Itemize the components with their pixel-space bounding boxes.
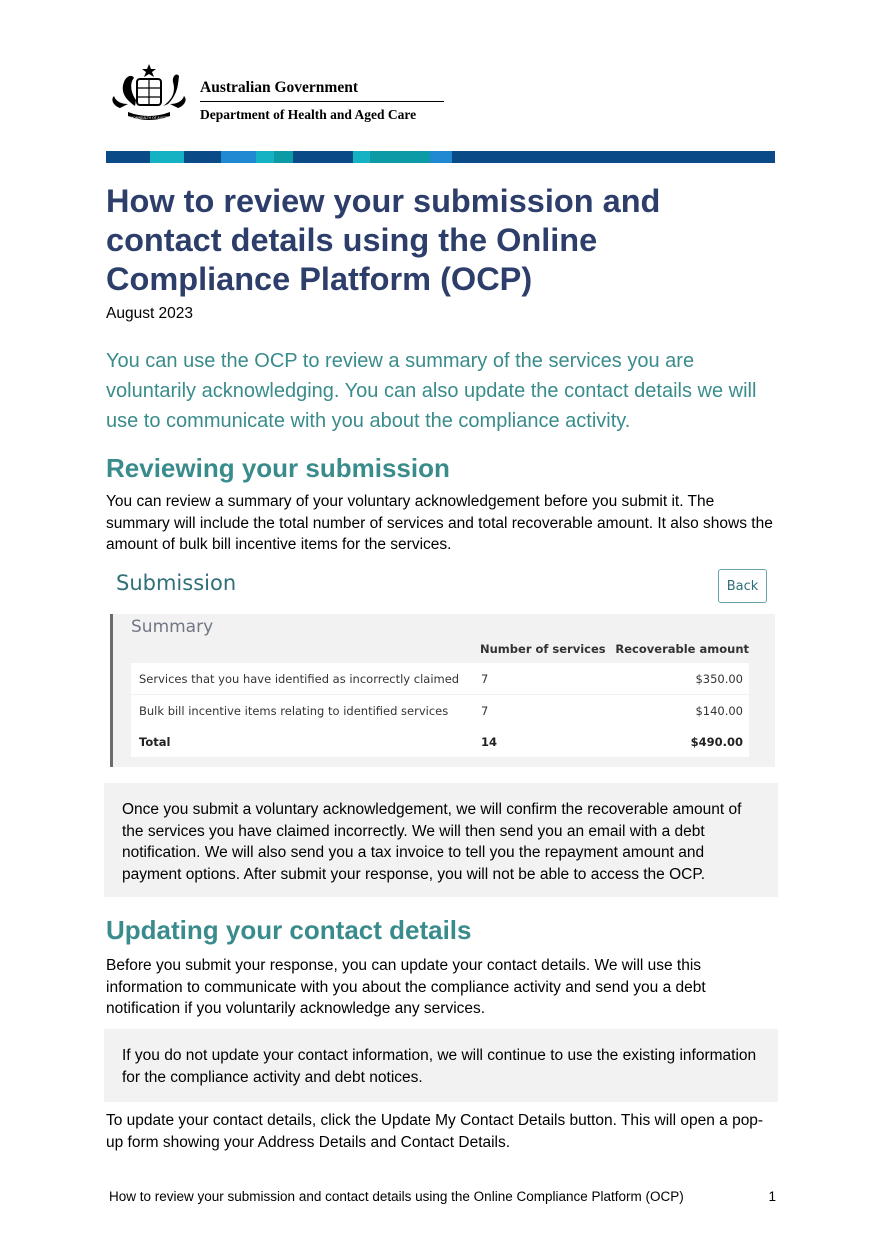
strip-segment [256, 151, 274, 163]
summary-heading: Summary [131, 617, 214, 637]
strip-segment [353, 151, 370, 163]
column-header-amount: Recoverable amount [615, 642, 749, 656]
submission-note: Once you submit a voluntary acknowledgement, we will confirm the recoverable amount of the services you have claimed incorrectly. We will then send you an email with a debt notification. We will also send you a tax invoice to tell you the repayment amount and payment options. After submit your response, you will not be able to access the OCP. [122, 801, 742, 883]
strip-segment [452, 151, 775, 163]
contact-note-box [104, 1029, 778, 1102]
strip-segment [293, 151, 353, 163]
submission-note-box [104, 783, 778, 897]
total-services: 14 [481, 735, 498, 749]
government-name: Australian Government [200, 79, 359, 96]
coat-of-arms-icon [106, 62, 192, 126]
contact-note: If you do not update your contact information, we will continue to use the existing information for the compliance activity and debt notices. [122, 1047, 757, 1086]
table-row-total [131, 726, 749, 757]
row-services: 7 [481, 704, 489, 718]
strip-segment [184, 151, 221, 163]
row-label: Services that you have identified as incorrectly claimed [139, 672, 460, 686]
total-label: Total [139, 735, 171, 749]
submission-title: Submission [116, 571, 237, 595]
publication-date: August 2023 [106, 305, 194, 322]
summary-panel [110, 614, 775, 767]
table-row [131, 663, 749, 694]
header-divider [200, 101, 444, 102]
strip-segment [274, 151, 293, 163]
page-footer [109, 1189, 776, 1204]
government-header [106, 62, 446, 130]
reviewing-paragraph: You can review a summary of your voluntary acknowledgement before you submit it. The summary will include the total number of services and total recoverable amount. It also shows the amount of bulk bill incentive items for the services. [106, 493, 773, 553]
row-amount: $350.00 [695, 672, 743, 686]
intro-paragraph: You can use the OCP to review a summary of the services you are voluntarily acknowledging. You can also update the contact details we will use to communicate with you about the compliance activity. [106, 350, 757, 432]
row-services: 7 [481, 672, 489, 686]
footer-title: How to review your submission and contact details using the Online Compliance Platform (OCP) [109, 1189, 684, 1204]
section-heading-reviewing: Reviewing your submission [106, 453, 450, 483]
department-name: Department of Health and Aged Care [200, 107, 417, 122]
crest-motto: COMMONWEALTH OF AUSTRALIA [122, 116, 176, 120]
back-button[interactable]: Back [718, 569, 767, 603]
column-header-services: Number of services [480, 642, 606, 656]
update-instructions: To update your contact details, click the Update My Contact Details button. This will open a pop-up form showing your Address Details and Contact Details. [106, 1112, 764, 1151]
submission-screenshot [106, 563, 775, 768]
row-label: Bulk bill incentive items relating to identified services [139, 704, 449, 718]
strip-segment [430, 151, 452, 163]
strip-segment [150, 151, 184, 163]
strip-segment [370, 151, 430, 163]
page-title: How to review your submission and contact details using the Online Compliance Platform (OCP) [106, 183, 661, 297]
strip-segment [221, 151, 256, 163]
table-row [131, 695, 749, 726]
section-heading-contact: Updating your contact details [106, 915, 472, 945]
color-strip [106, 151, 775, 163]
contact-paragraph: Before you submit your response, you can update your contact details. We will use this information to communicate with you about the compliance activity and send you a debt notification if you voluntarily acknowledge any services. [106, 957, 706, 1017]
page-number: 1 [768, 1189, 776, 1204]
row-amount: $140.00 [695, 704, 743, 718]
strip-segment [106, 151, 150, 163]
total-amount: $490.00 [690, 735, 743, 749]
